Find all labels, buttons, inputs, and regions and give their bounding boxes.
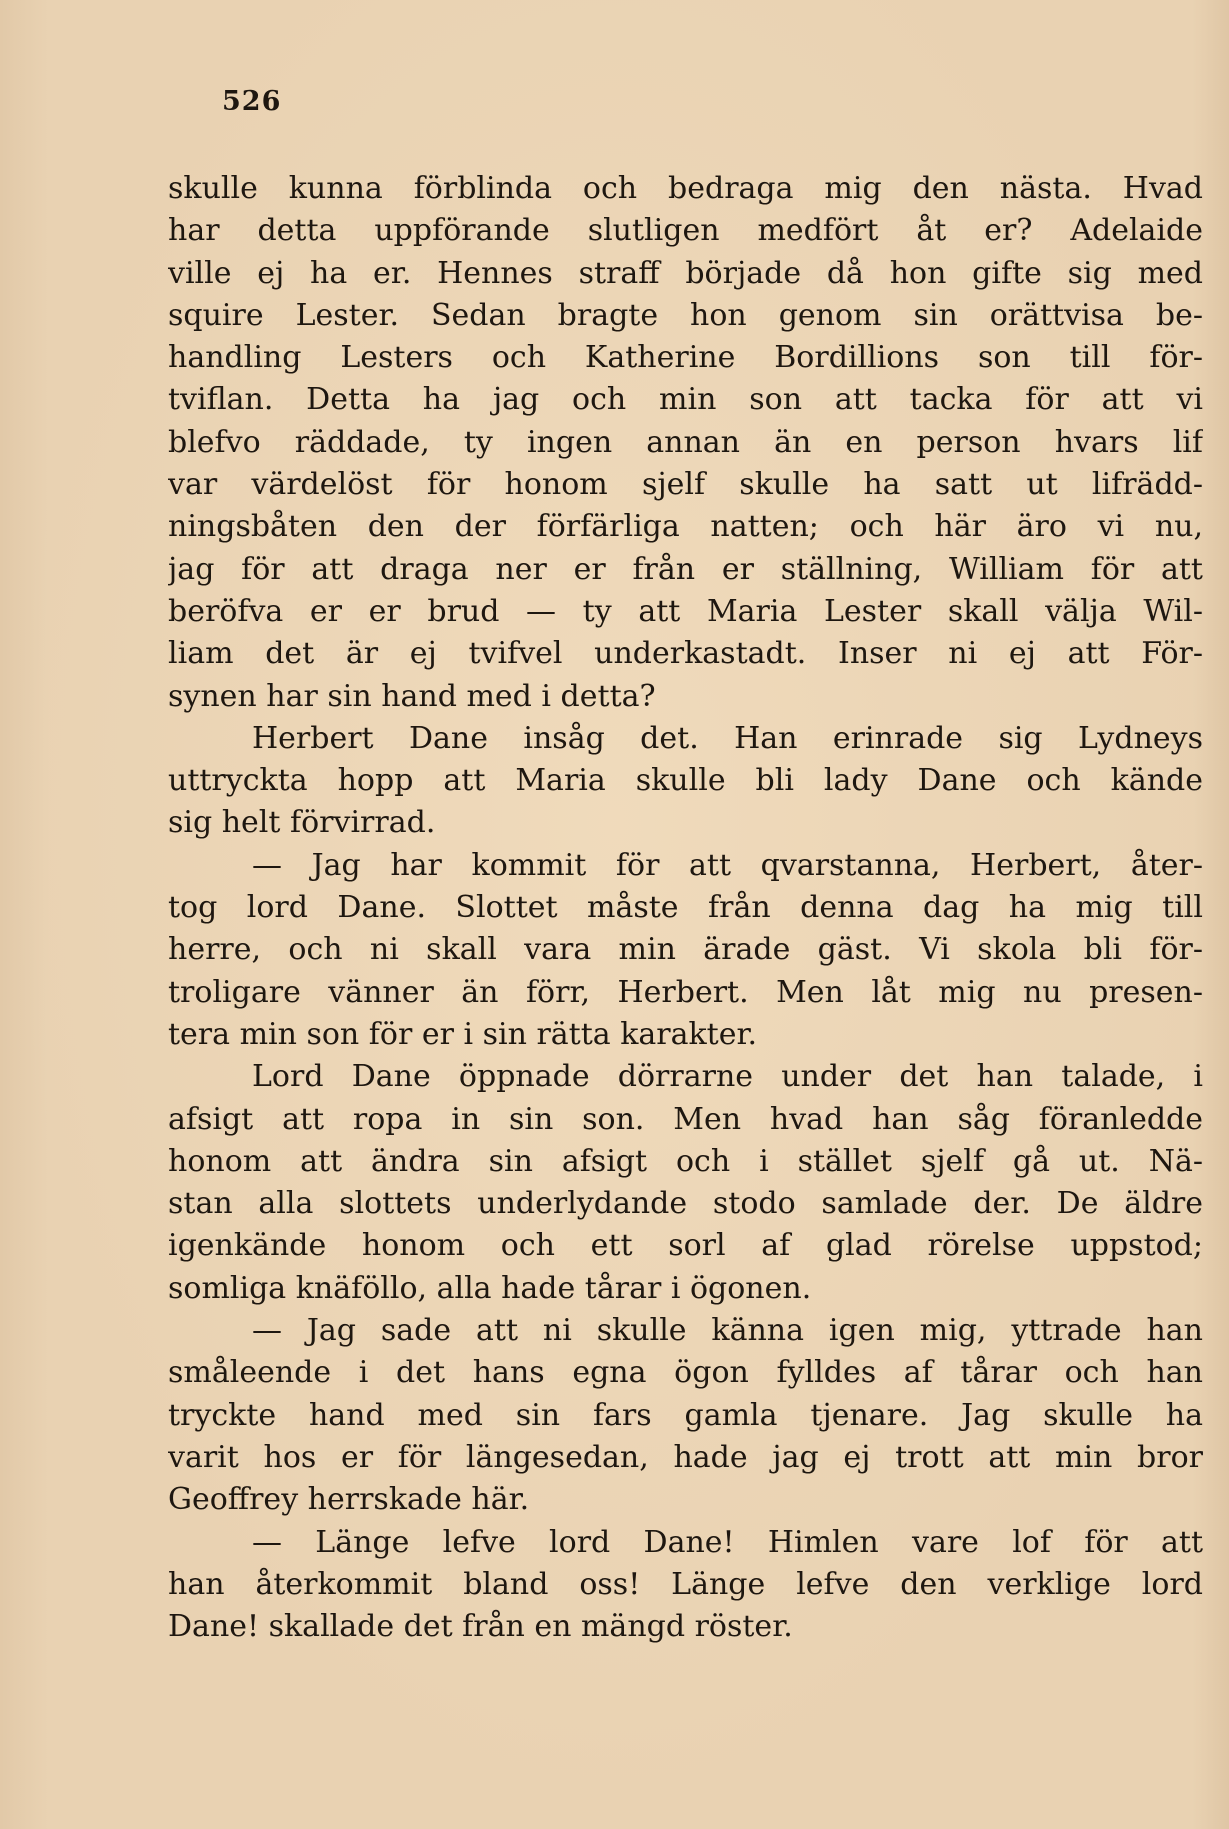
- text-line: herre, och ni skall vara min ärade gäst. Vi skola bli för-: [168, 932, 1203, 968]
- text-line: squire Lester. Sedan bragte hon genom sin orättvisa be-: [168, 297, 1203, 333]
- text-line: ningsbåten den der förfärliga natten; och här äro vi nu,: [168, 509, 1203, 545]
- text-line: jag för att draga ner er från er ställning, William för att: [168, 551, 1203, 587]
- text-line: afsigt att ropa in sin son. Men hvad han såg föranledde: [168, 1101, 1203, 1137]
- text-line: småleende i det hans egna ögon fylldes af tårar och han: [168, 1355, 1203, 1391]
- text-line: stan alla slottets underlydande stodo samlade der. De äldre: [168, 1186, 1203, 1222]
- text-line: uttryckta hopp att Maria skulle bli lady Dane och kände: [168, 763, 1203, 799]
- text-line: handling Lesters och Katherine Bordillions son till för-: [168, 340, 1203, 376]
- text-line: Dane! skallade det från en mängd röster.: [168, 1609, 793, 1645]
- text-line: tryckte hand med sin fars gamla tjenare. Jag skulle ha: [168, 1397, 1203, 1433]
- text-line: — Länge lefve lord Dane! Himlen vare lof för att: [252, 1524, 1203, 1560]
- page-number: 526: [222, 86, 282, 117]
- text-line: Lord Dane öppnade dörrarne under det han talade, i: [252, 1059, 1203, 1095]
- body-text: [168, 168, 1203, 1648]
- text-line: Herbert Dane insåg det. Han erinrade sig Lydneys: [252, 720, 1203, 756]
- text-line: blefvo räddade, ty ingen annan än en person hvars lif: [168, 424, 1203, 460]
- text-line: ville ej ha er. Hennes straff började då hon gifte sig med: [168, 255, 1203, 291]
- text-line: har detta uppförande slutligen medfört åt er? Adelaide: [168, 213, 1203, 249]
- text-line: Geoffrey herrskade här.: [168, 1482, 530, 1518]
- text-line: liam det är ej tvifvel underkastadt. Inser ni ej att För-: [168, 636, 1203, 672]
- text-line: varit hos er för längesedan, hade jag ej trott att min bror: [168, 1439, 1203, 1475]
- text-line: var värdelöst för honom sjelf skulle ha satt ut lifrädd-: [168, 467, 1203, 503]
- text-line: beröfva er er brud — ty att Maria Lester skall välja Wil-: [168, 593, 1203, 629]
- text-line: sig helt förvirrad.: [168, 805, 436, 841]
- text-line: han återkommit bland oss! Länge lefve den verklige lord: [168, 1566, 1203, 1602]
- text-line: tera min son för er i sin rätta karakter.: [168, 1016, 758, 1052]
- text-line: tviflan. Detta ha jag och min son att tacka för att vi: [168, 382, 1203, 418]
- text-line: tog lord Dane. Slottet måste från denna dag ha mig till: [168, 890, 1203, 926]
- text-line: skulle kunna förblinda och bedraga mig den nästa. Hvad: [168, 171, 1203, 206]
- text-line: honom att ändra sin afsigt och i stället sjelf gå ut. Nä-: [168, 1143, 1203, 1179]
- text-line: igenkände honom och ett sorl af glad rörelse uppstod;: [168, 1228, 1203, 1264]
- text-line: troligare vänner än förr, Herbert. Men låt mig nu presen-: [168, 974, 1203, 1010]
- text-line: — Jag har kommit för att qvarstanna, Herbert, åter-: [252, 847, 1203, 883]
- text-line: synen har sin hand med i detta?: [168, 678, 656, 714]
- text-line: somliga knäföllo, alla hade tårar i ögonen.: [168, 1270, 812, 1306]
- text-line: — Jag sade att ni skulle känna igen mig, yttrade han: [252, 1313, 1203, 1349]
